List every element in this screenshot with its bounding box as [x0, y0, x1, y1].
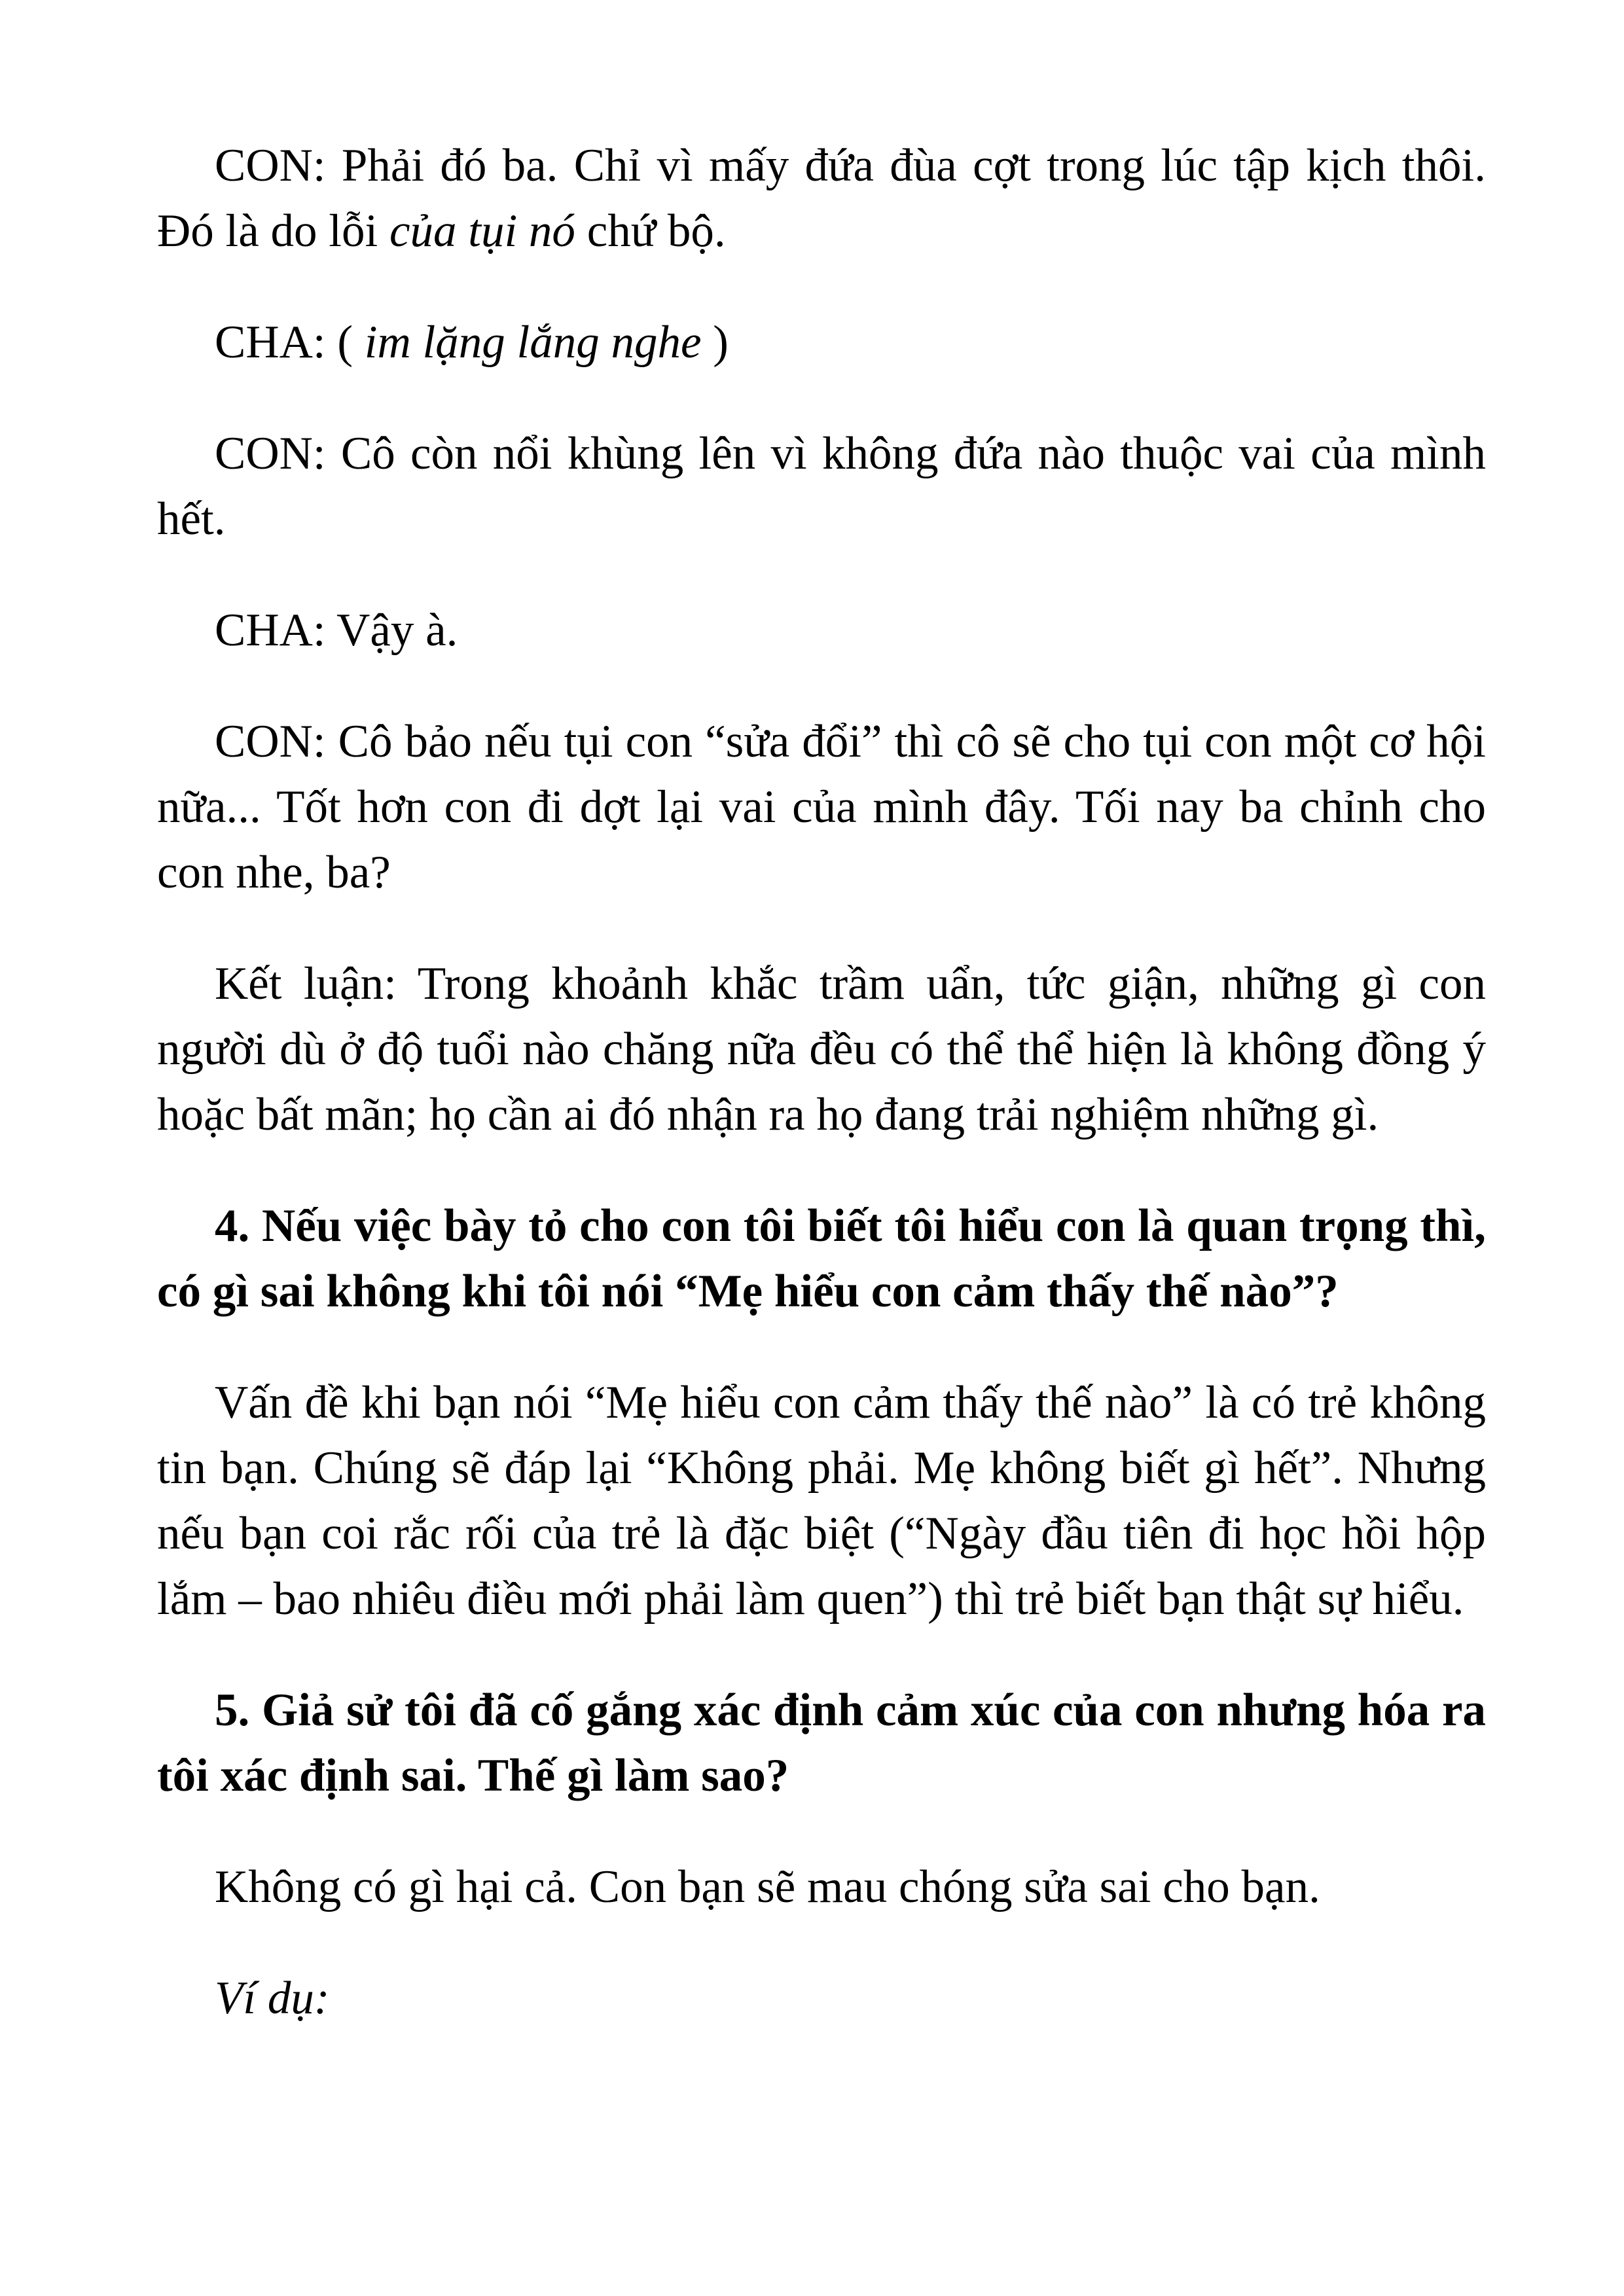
dialogue-cha-1: [157, 310, 1486, 375]
dialogue-con-3: [157, 709, 1486, 905]
text-segment: CON: Cô bảo nếu tụi con “sửa đổi” thì cô sẽ cho tụi con một cơ hội nữa... Tốt hơn con đi dợt lại vai của mình đây. Tối nay ba chỉnh cho con nhe, ba?: [157, 716, 1486, 898]
text-segment: 4. Nếu việc bày tỏ cho con tôi biết tôi hiểu con là quan trọng thì, có gì sai không khi tôi nói “Mẹ hiểu con cảm thấy thế nào”?: [157, 1200, 1486, 1317]
text-segment: CON: Phải đó ba. Chỉ vì mấy đứa đùa cợt trong lúc tập kịch thôi. Đó là do lỗi: [157, 140, 1486, 257]
dialogue-cha-2: [157, 598, 1486, 663]
text-segment: CON: Cô còn nổi khùng lên vì không đứa nào thuộc vai của mình hết.: [157, 428, 1486, 545]
stage-direction: im lặng lắng nghe: [364, 317, 702, 368]
example-label: [157, 1965, 1486, 2031]
question-4-heading: [157, 1193, 1486, 1324]
text-segment: CHA: (: [215, 317, 365, 368]
text-segment: Không có gì hại cả. Con bạn sẽ mau chóng sửa sai cho bạn.: [215, 1861, 1320, 1912]
text-segment: Vấn đề khi bạn nói “Mẹ hiểu con cảm thấy thế nào” là có trẻ không tin bạn. Chúng sẽ đáp lại “Không phải. Mẹ không biết gì hết”. Nhưng nếu bạn coi rắc rối của trẻ là đặc biệt (“Ngày đầu tiên đi học hồi hộp lắm – bao nhiêu điều mới phải làm quen”) thì trẻ biết bạn thật sự hiểu.: [157, 1377, 1486, 1624]
dialogue-con-2: [157, 421, 1486, 552]
text-segment: CHA: Vậy à.: [215, 605, 458, 656]
document-page: [157, 133, 1486, 2077]
text-segment: Kết luận: Trong khoảnh khắc trầm uẩn, tức giận, những gì con người dù ở độ tuổi nào chăng nữa đều có thể thể hiện là không đồng ý hoặc bất mãn; họ cần ai đó nhận ra họ đang trải nghiệm những gì.: [157, 958, 1486, 1140]
italic-segment: Ví dụ:: [215, 1973, 330, 2024]
text-segment: ): [701, 317, 729, 368]
question-5-heading: [157, 1677, 1486, 1808]
dialogue-con-1: [157, 133, 1486, 264]
answer-4-paragraph: [157, 1370, 1486, 1632]
italic-segment: của tụi nó: [389, 206, 575, 257]
conclusion-paragraph: [157, 951, 1486, 1147]
text-segment: 5. Giả sử tôi đã cố gắng xác định cảm xúc của con nhưng hóa ra tôi xác định sai. Thế gì làm sao?: [157, 1685, 1486, 1801]
text-segment: chứ bộ.: [575, 206, 726, 257]
answer-5-paragraph: [157, 1854, 1486, 1920]
